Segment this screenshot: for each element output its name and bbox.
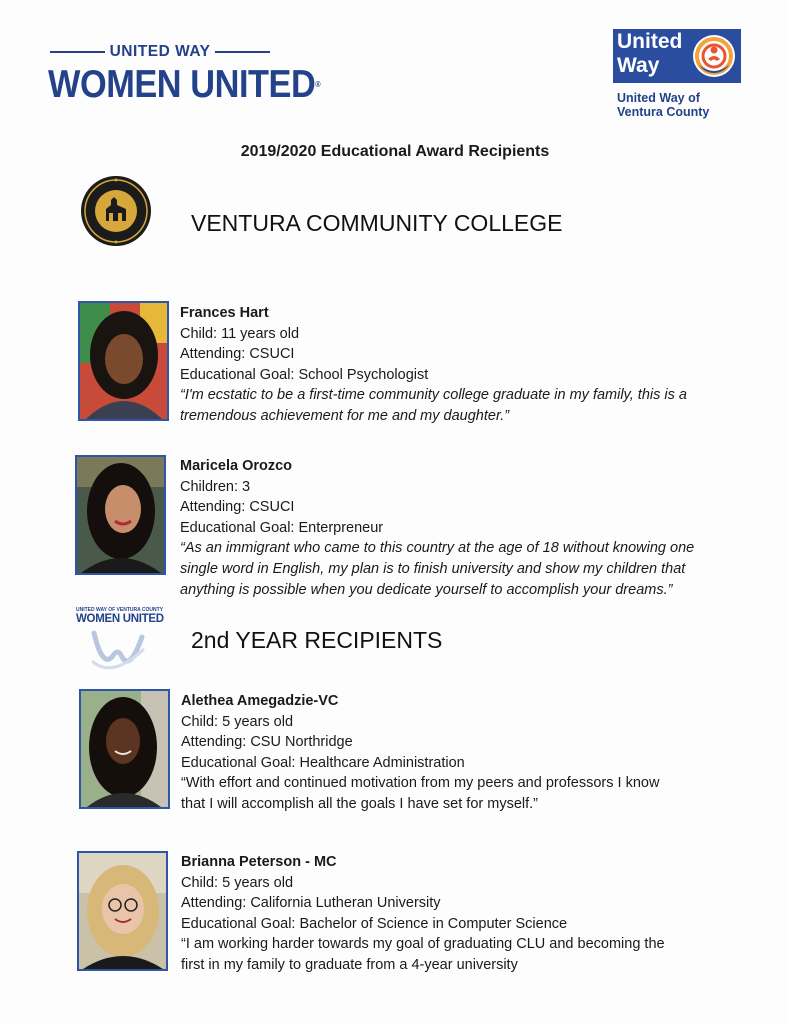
recipient-children: Child: 5 years old [181, 713, 294, 730]
united-way-logo-line1: United [617, 30, 683, 53]
women-united-small-logo-main: WOMEN UNITED [76, 613, 164, 625]
recipient-attending: Attending: CSU Northridge [181, 734, 353, 751]
w-swoosh-icon [88, 627, 148, 673]
recipient-quote-line: tremendous achievement for me and my daughter.” [180, 407, 510, 424]
recipient-name: Alethea Amegadzie-VC [181, 693, 339, 709]
recipient-card-brianna [181, 852, 665, 976]
recipient-photo-brianna [77, 851, 168, 971]
united-way-subtitle-line2: Ventura County [617, 105, 710, 119]
recipient-quote-line: “With effort and continued motivation from my peers and professors I know [181, 775, 660, 792]
recipient-quote-line: single word in English, my plan is to finish university and show my children that [180, 560, 686, 577]
recipient-children: Child: 5 years old [181, 874, 294, 891]
recipient-photo-maricela [75, 455, 166, 575]
united-way-subtitle-line1: United Way of [617, 91, 700, 105]
women-united-logo-top [50, 42, 270, 62]
recipient-attending: Attending: California Lutheran University [181, 895, 441, 912]
recipient-attending: Attending: CSUCI [180, 346, 295, 363]
women-united-small-logo-top: UNITED WAY OF VENTURA COUNTY [76, 607, 164, 613]
recipient-photo-alethea [79, 689, 170, 809]
recipient-quote-line: anything is possible when you dedicate yourself to accomplish your dreams.” [180, 581, 673, 598]
recipient-quote-line: “As an immigrant who came to this country at the age of 18 without knowing one [180, 540, 695, 557]
recipient-children: Children: 3 [180, 478, 251, 495]
logo-rule-right [215, 51, 270, 53]
recipient-name: Maricela Orozco [180, 458, 293, 474]
women-united-logo-top-text: UNITED WAY [109, 43, 211, 60]
recipient-quote-line: that I will accomplish all the goals I have set for myself.” [181, 795, 539, 812]
recipient-goal: Educational Goal: Healthcare Administration [181, 754, 465, 771]
recipient-name: Frances Hart [180, 305, 269, 321]
recipient-goal: Educational Goal: School Psychologist [180, 366, 429, 383]
united-way-logo-line2: Way [617, 54, 660, 77]
recipient-quote-line: first in my family to graduate from a 4-year university [181, 956, 518, 973]
recipient-card-maricela [180, 456, 694, 600]
recipient-quote-line: “I am working harder towards my goal of graduating CLU and becoming the [181, 936, 665, 953]
recipient-photo-frances [78, 301, 169, 421]
recipient-card-frances [180, 303, 687, 427]
recipient-attending: Attending: CSUCI [180, 499, 295, 516]
recipient-card-alethea [181, 691, 659, 815]
united-way-subtitle [617, 91, 709, 119]
women-united-small-logo [76, 607, 164, 671]
recipient-goal: Educational Goal: Bachelor of Science in Computer Science [181, 915, 568, 932]
page-title: 2019/2020 Educational Award Recipients [240, 143, 550, 160]
women-united-logo-text: WOMEN UNITED [48, 63, 316, 106]
section-title-second-year: 2nd YEAR RECIPIENTS [191, 627, 443, 653]
recipient-goal: Educational Goal: Enterpreneur [180, 519, 384, 536]
recipient-quote-line: “I'm ecstatic to be a first-time community college graduate in my family, this is a [180, 387, 687, 404]
logo-rule-left [50, 51, 105, 53]
united-way-logo-text [617, 30, 682, 78]
section-title-ventura: VENTURA COMMUNITY COLLEGE [191, 210, 563, 236]
ventura-college-seal [80, 175, 152, 247]
women-united-logo [48, 62, 320, 108]
recipient-name: Brianna Peterson - MC [181, 854, 337, 870]
registered-mark: ® [315, 80, 321, 89]
recipient-children: Child: 11 years old [180, 325, 300, 342]
